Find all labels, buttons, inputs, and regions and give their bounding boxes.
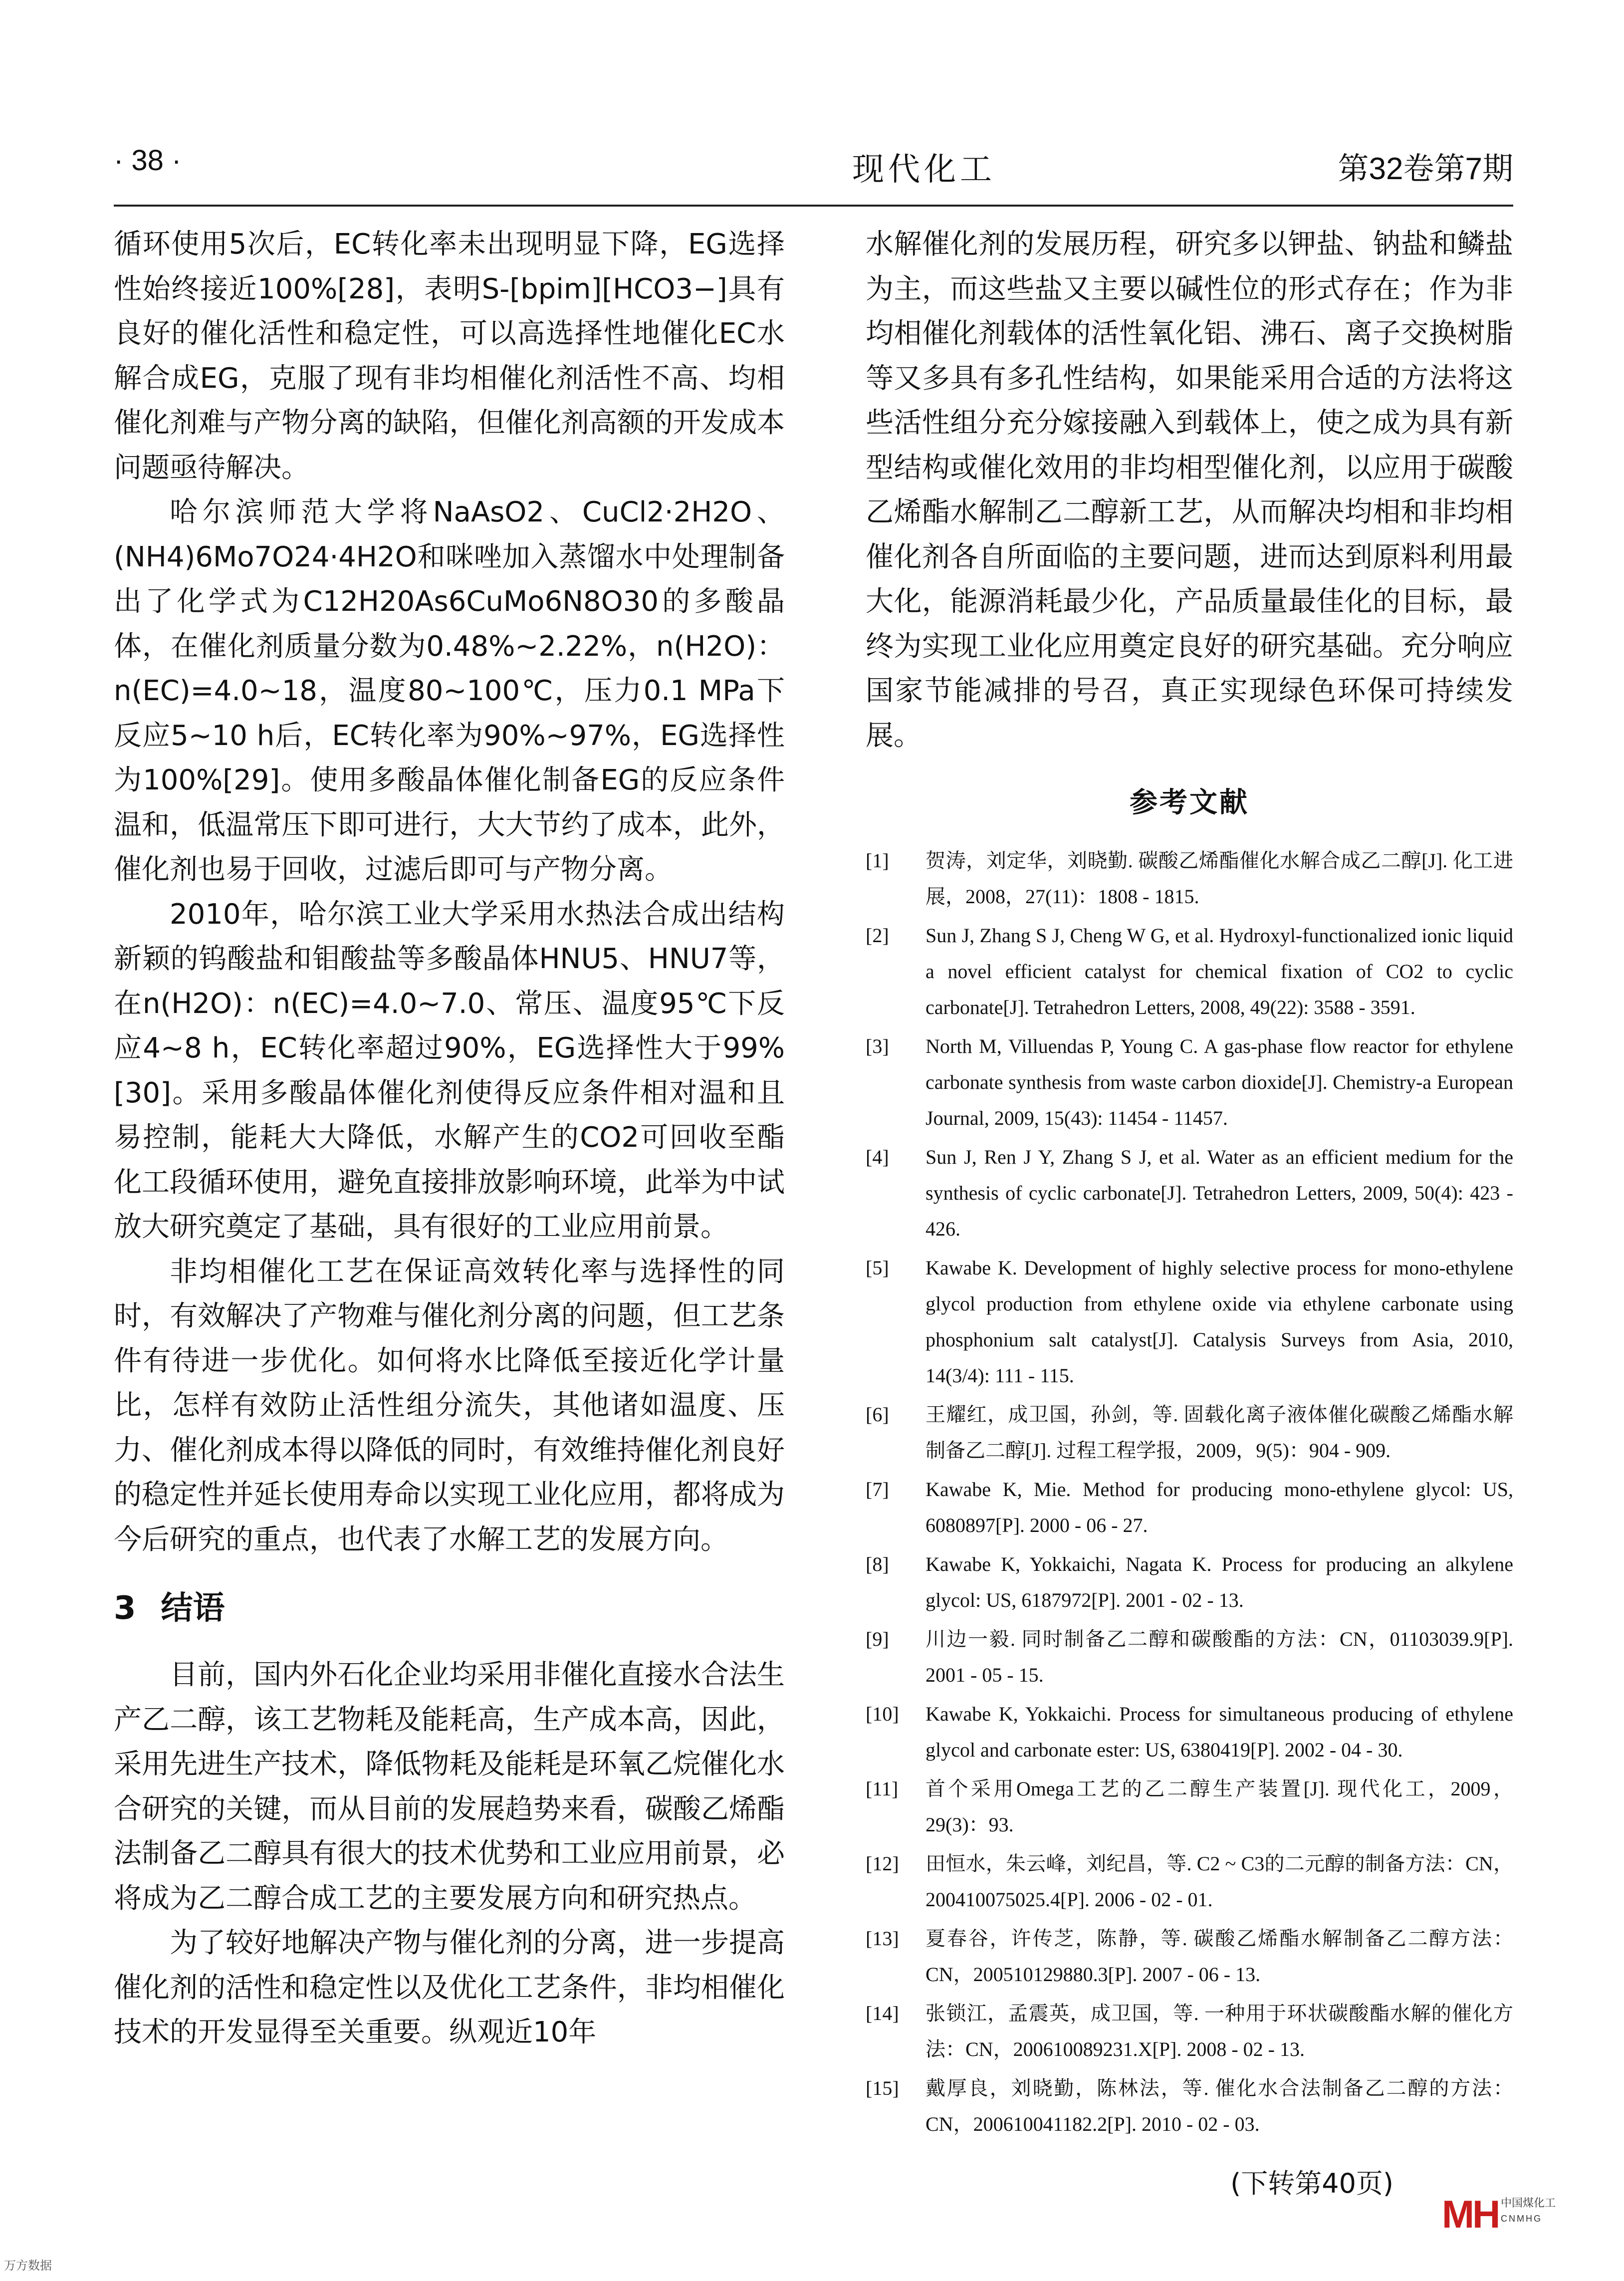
- paragraph: 水解催化剂的发展历程，研究多以钾盐、钠盐和鳞盐为主，而这些盐又主要以碱性位的形式存在；作为非均相催化剂载体的活性氧化铝、沸石、离子交换树脂等又多具有多孔性结构，如果能采用合适的方法将这些活性组分充分嫁接融入到载体上，使之成为具有新型结构或催化效用的非均相型催化剂，以应用于碳酸乙烯酯水解制乙二醇新工艺，从而解决均相和非均相催化剂各自所面临的主要问题，进而达到原料利用最大化，能源消耗最少化，产品质量最佳化的目标，最终为实现工业化应用奠定良好的研究基础。充分响应国家节能减排的号召，真正实现绿色环保可持续发展。: [866, 228, 1513, 752]
- logo-chinese-text: 中国煤化工: [1501, 2197, 1556, 2210]
- reference-text: Kawabe K, Yokkaichi. Process for simultaneous producing of ethylene glycol and carbonate ester: US, 6380419[P]. 2002 - 04 - 30.: [926, 1703, 1513, 1761]
- reference-item: [866, 1846, 1513, 1918]
- reference-text: North M, Villuendas P, Young C. A gas-phase flow reactor for ethylene carbonate synthesis from waste carbon dioxide[J]. Chemistry-a European Journal, 2009, 15(43): 11454 - 11457.: [926, 1035, 1513, 1129]
- reference-number: [5]: [866, 1257, 889, 1279]
- continued-note: (下转第40页): [1230, 2168, 1393, 2198]
- references-title: 参考文献: [1130, 786, 1249, 819]
- section-heading: [114, 1586, 785, 1631]
- right-column: [866, 222, 1513, 2198]
- reference-number: [11]: [866, 1777, 899, 1800]
- issue-label: 第32卷第7期: [1338, 152, 1513, 186]
- reference-number: [14]: [866, 2002, 899, 2025]
- reference-text: 贺涛，刘定华，刘晓勤. 碳酸乙烯酯催化水解合成乙二醇[J]. 化工进展，2008，27(11)：1808 - 1815.: [926, 849, 1513, 908]
- reference-text: Kawabe K. Development of highly selective process for mono-ethylene glycol production from ethylene oxide via ethylene carbonate using phosphonium salt catalyst[J]. Catalysis Surveys from Asia, 2010, 14(3/4): 111 - 115.: [926, 1257, 1513, 1387]
- paragraph: 2010年，哈尔滨工业大学采用水热法合成出结构新颖的钨酸盐和钼酸盐等多酸晶体HNU5、HNU7等，在n(H2O)：n(EC)=4.0~7.0、常压、温度95℃下反应4~8 h，EC转化率超过90%，EG选择性大于99%[30]。采用多酸晶体催化剂使得反应条件相对温和且易控制，能耗大大降低，水解产生的CO2可回收至酯化工段循环使用，避免直接排放影响环境，此举为中试放大研究奠定了基础，具有很好的工业应用前景。: [114, 898, 785, 1243]
- reference-text: 戴厚良，刘晓勤，陈林法，等. 催化水合法制备乙二醇的方法：CN，200610041182.2[P]. 2010 - 02 - 03.: [926, 2077, 1513, 2135]
- reference-text: 夏春谷，许传芝，陈静，等. 碳酸乙烯酯水解制备乙二醇方法：CN，200510129880.3[P]. 2007 - 06 - 13.: [926, 1927, 1513, 1986]
- reference-item: [866, 1028, 1513, 1136]
- reference-text: 田恒水，朱云峰，刘纪昌，等. C2 ~ C3的二元醇的制备方法：CN，200410075025.4[P]. 2006 - 02 - 01.: [926, 1852, 1513, 1911]
- journal-title: 现代化工: [852, 151, 996, 188]
- reference-number: [4]: [866, 1146, 889, 1168]
- reference-text: 首个采用Omega工艺的乙二醇生产装置[J]. 现代化工，2009，29(3)：93.: [926, 1777, 1513, 1836]
- paragraph: 非均相催化工艺在保证高效转化率与选择性的同时，有效解决了产物难与催化剂分离的问题，但工艺条件有待进一步优化。如何将水比降低至接近化学计量比，怎样有效防止活性组分流失，其他诸如温度、压力、催化剂成本得以降低的同时，有效维持催化剂良好的稳定性并延长使用寿命以实现工业化应用，都将成为今后研究的重点，也代表了水解工艺的发展方向。: [114, 1255, 785, 1556]
- logo-mark: MH: [1442, 2192, 1499, 2236]
- reference-item: [866, 1546, 1513, 1618]
- reference-number: [13]: [866, 1927, 899, 1950]
- reference-item: [866, 1472, 1513, 1543]
- reference-number: [15]: [866, 2077, 899, 2099]
- reference-text: Kawabe K, Yokkaichi, Nagata K. Process for producing an alkylene glycol: US, 6187972[P]. 2001 - 02 - 13.: [926, 1553, 1513, 1611]
- reference-item: [866, 2070, 1513, 2142]
- paragraph: 为了较好地解决产物与催化剂的分离，进一步提高催化剂的活性和稳定性以及优化工艺条件，非均相催化技术的开发显得至关重要。纵观近10年: [114, 1927, 785, 2048]
- reference-item: [866, 1250, 1513, 1394]
- left-column: [114, 222, 785, 2138]
- reference-number: [9]: [866, 1628, 889, 1650]
- reference-item: [866, 1139, 1513, 1247]
- reference-item: [866, 1921, 1513, 1993]
- reference-number: [10]: [866, 1703, 899, 1725]
- section-number: 3: [114, 1590, 136, 1627]
- reference-text: 王耀红，成卫国，孙剑，等. 固载化离子液体催化碳酸乙烯酯水解制备乙二醇[J]. 过程工程学报，2009，9(5)：904 - 909.: [926, 1403, 1513, 1462]
- logo-english-text: CNMHG: [1501, 2214, 1542, 2224]
- section-title: 结语: [161, 1590, 225, 1627]
- paragraph: 哈尔滨师范大学将NaAsO2、CuCl2·2H2O、(NH4)6Mo7O24·4H2O和咪唑加入蒸馏水中处理制备出了化学式为C12H20As6CuMo6N8O30的多酸晶体，在催化剂质量分数为0.48%~2.22%，n(H2O)：n(EC)=4.0~18，温度80~100℃，压力0.1 MPa下反应5~10 h后，EC转化率为90%~97%，EG选择性为100%[29]。使用多酸晶体催化制备EG的反应条件温和，低温常压下即可进行，大大节约了成本，此外，催化剂也易于回收，过滤后即可与产物分离。: [114, 496, 785, 886]
- reference-text: 川边一毅. 同时制备乙二醇和碳酸酯的方法：CN，01103039.9[P]. 2001 - 05 - 15.: [926, 1628, 1513, 1686]
- source-watermark: 万方数据: [4, 2259, 52, 2273]
- reference-item: [866, 1696, 1513, 1768]
- header-rule: [114, 205, 1513, 207]
- reference-number: [12]: [866, 1852, 899, 1875]
- reference-list: [866, 843, 1513, 2142]
- reference-item: [866, 1996, 1513, 2067]
- reference-text: Sun J, Zhang S J, Cheng W G, et al. Hydroxyl-functionalized ionic liquid a novel efficient catalyst for chemical fixation of CO2 to cyclic carbonate[J]. Tetrahedron Letters, 2008, 49(22): 3588 - 3591.: [926, 924, 1513, 1018]
- page-number: · 38 ·: [114, 144, 182, 177]
- page-header: [114, 144, 1513, 188]
- paragraph: 目前，国内外石化企业均采用非催化直接水合法生产乙二醇，该工艺物耗及能耗高，生产成本高，因此，采用先进生产技术，降低物耗及能耗是环氧乙烷催化水合研究的关键，而从目前的发展趋势来看，碳酸乙烯酯法制备乙二醇具有很大的技术优势和工业应用前景，必将成为乙二醇合成工艺的主要发展方向和研究热点。: [114, 1659, 785, 1915]
- paragraph: 循环使用5次后，EC转化率未出现明显下降，EG选择性始终接近100%[28]，表明S-[bpim][HCO3−]具有良好的催化活性和稳定性，可以高选择性地催化EC水解合成EG，克服了现有非均相催化剂活性不高、均相催化剂难与产物分离的缺陷，但催化剂高额的开发成本问题亟待解决。: [114, 228, 785, 484]
- reference-number: [3]: [866, 1035, 889, 1057]
- reference-number: [8]: [866, 1553, 889, 1575]
- reference-number: [1]: [866, 849, 889, 872]
- reference-text: Sun J, Ren J Y, Zhang S J, et al. Water as an efficient medium for the synthesis of cyclic carbonate[J]. Tetrahedron Letters, 2009, 50(4): 423 - 426.: [926, 1146, 1513, 1240]
- reference-item: [866, 1771, 1513, 1843]
- reference-number: [7]: [866, 1478, 889, 1501]
- reference-text: Kawabe K, Mie. Method for producing mono-ethylene glycol: US, 6080897[P]. 2000 - 06 - 27.: [926, 1478, 1513, 1536]
- reference-item: [866, 1621, 1513, 1693]
- reference-item: [866, 1397, 1513, 1469]
- reference-item: [866, 843, 1513, 915]
- publisher-logo: [1442, 2192, 1562, 2237]
- reference-number: [2]: [866, 924, 889, 947]
- reference-item: [866, 918, 1513, 1025]
- reference-text: 张锁江，孟震英，成卫国，等. 一种用于环状碳酸酯水解的催化方法：CN，200610089231.X[P]. 2008 - 02 - 13.: [926, 2002, 1513, 2060]
- reference-number: [6]: [866, 1403, 889, 1426]
